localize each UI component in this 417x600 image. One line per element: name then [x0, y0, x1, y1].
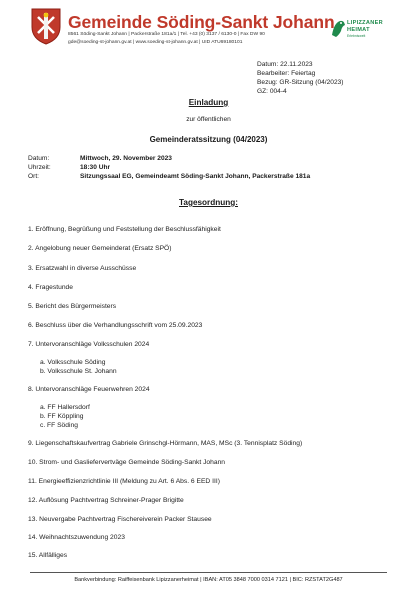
agenda-item: 13. Neuvergabe Pachtvertrag Fischereiverein Packer Stausee	[28, 516, 212, 523]
info-value: Sitzungssaal EG, Gemeindeamt Söding-Sankt Johann, Packerstraße 181a	[80, 173, 311, 180]
partner-logo-line1: LIPIZZANER	[347, 20, 383, 26]
partner-logo-line2: HEIMAT	[347, 27, 370, 33]
agenda-item: 1. Eröffnung, Begrüßung und Feststellung der Beschlussfähigkeit	[28, 226, 221, 233]
session-title: Gemeinderatssitzung (04/2023)	[149, 135, 268, 144]
agenda-item: 10. Strom- und Gasliefervertväge Gemeinde Söding-Sankt Johann	[28, 459, 226, 466]
meta-reference: Bezug: GR-Sitzung (04/2023)	[257, 79, 344, 86]
info-label: Uhrzeit:	[28, 164, 51, 171]
municipal-crest-logo	[30, 7, 62, 45]
meta-file-number: GZ: 004-4	[257, 88, 287, 95]
agenda-item: 6. Beschluss über die Verhandlungsschrift vom 25.09.2023	[28, 322, 203, 329]
agenda-item: 15. Allfälliges	[28, 552, 68, 559]
info-value: Mittwoch, 29. November 2023	[80, 155, 172, 162]
agenda-subitem: c. FF Söding	[40, 422, 78, 429]
contact-line: gde@soeding-st-johann.gv.at | www.soeding-st-johann.gv.at | UID ATU69180101	[68, 40, 243, 45]
agenda-item: 12. Auflösung Pachtvertrag Schreiner-Prager Brigitte	[28, 497, 184, 504]
agenda-item: 7. Untervoranschläge Volksschulen 2024	[28, 341, 150, 348]
agenda-title: Tagesordnung:	[179, 198, 238, 207]
org-name: Gemeinde Söding-Sankt Johann	[68, 12, 335, 32]
partner-logo-line3: Erlebniswelt	[347, 34, 366, 38]
agenda-subitem: b. FF Köppling	[40, 413, 84, 420]
info-value: 18:30 Uhr	[80, 164, 111, 171]
footer-divider	[30, 572, 387, 573]
agenda-item: 11. Energieeffizienzrichtlinie III (Meldung zu Art. 6 Abs. 6 EED III)	[28, 478, 220, 485]
agenda-item: 8. Untervoranschläge Feuerwehren 2024	[28, 386, 150, 393]
agenda-item: 9. Liegenschaftskaufvertrag Gabriele Grinschgl-Hörmann, MAS, MSc (3. Tennisplatz Söding)	[28, 440, 303, 447]
invitation-subtitle: zur öffentlichen	[186, 116, 231, 123]
agenda-item: 4. Fragestunde	[28, 284, 73, 291]
meta-handler: Bearbeiter: Feiertag	[257, 70, 316, 77]
agenda-item: 5. Bericht des Bürgermeisters	[28, 303, 117, 310]
info-label: Ort:	[28, 173, 39, 180]
info-label: Datum:	[28, 155, 50, 162]
meta-date: Datum: 22.11.2023	[257, 61, 313, 68]
agenda-item: 3. Ersatzwahl in diverse Ausschüsse	[28, 265, 137, 272]
agenda-item: 2. Angelobung neuer Gemeinderat (Ersatz SPÖ)	[28, 245, 172, 252]
agenda-subitem: b. Volksschule St. Johann	[40, 368, 117, 375]
bank-details: Bankverbindung: Raiffeisenbank Lipizzanerheimat | IBAN: AT05 3848 7000 0314 7121 | BIC: RZSTAT2G487	[74, 577, 343, 583]
agenda-item: 14. Weihnachtszuwendung 2023	[28, 534, 125, 541]
address-line: 8561 Söding-Sankt Johann | Packerstraße 181a/1 | Tel. +43 (0) 3137 / 6130-0 | Fax DW 90	[68, 32, 265, 37]
agenda-subitem: a. Volksschule Söding	[40, 359, 106, 366]
agenda-subitem: a. FF Hallersdorf	[40, 404, 90, 411]
invitation-title: Einladung	[188, 98, 229, 107]
